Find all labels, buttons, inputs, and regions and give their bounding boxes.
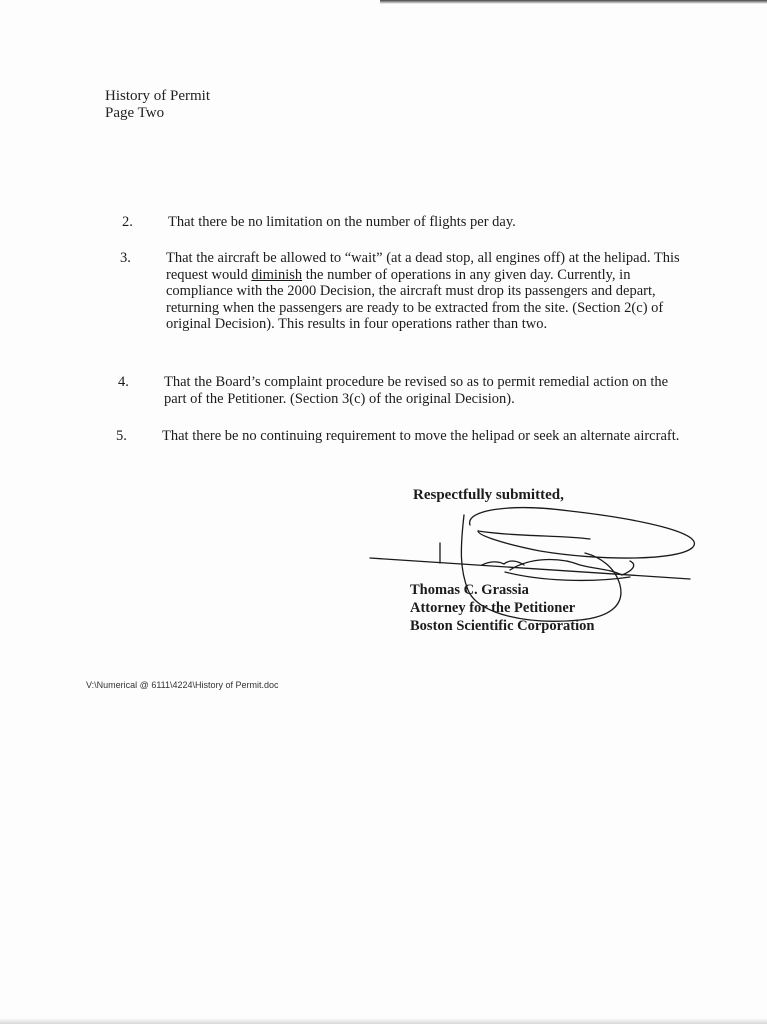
item-number: 3.: [120, 250, 131, 266]
item-number: 5.: [116, 428, 127, 444]
item-text-part: That the aircraft be allowed to “wait” (at a dead stop, all engines off) at the helipad. This request would: [166, 250, 680, 283]
signatory-organization: Boston Scientific Corporation: [410, 618, 595, 634]
document-title: History of Permit: [105, 88, 210, 104]
item-text: That there be no limitation on the number of flights per day.: [168, 214, 516, 230]
item-text: [166, 250, 696, 333]
item-text: That there be no continuing requirement to move the helipad or seek an alternate aircraft.: [162, 428, 680, 444]
signatory-title: Attorney for the Petitioner: [410, 600, 576, 616]
page-label: Page Two: [105, 105, 165, 121]
item-text-part: the number of operations in any given day. Currently, in compliance with the 2000 Decision, the aircraft must drop its passengers and depart, returning when the passengers are ready to be extracted from the site. (Section 2(c) of original Decision). This results in four operations rather than two.: [166, 266, 664, 332]
item-text: That the Board’s complaint procedure be revised so as to permit remedial action on the part of the Petitioner. (Section 3(c) of the original Decision).: [164, 374, 669, 407]
scan-edge-bottom: [0, 1018, 767, 1024]
item-number: 4.: [118, 374, 129, 390]
signatory-name: Thomas C. Grassia: [410, 582, 529, 598]
file-path-footer: V:\Numerical @ 6111\4224\History of Permit.doc: [86, 680, 279, 690]
closing-line: Respectfully submitted,: [413, 487, 564, 503]
signature-block: [410, 581, 594, 635]
underlined-word: diminish: [251, 266, 303, 283]
scan-edge-top: [380, 0, 767, 4]
item-number: 2.: [122, 214, 133, 230]
page-header: [105, 88, 210, 122]
